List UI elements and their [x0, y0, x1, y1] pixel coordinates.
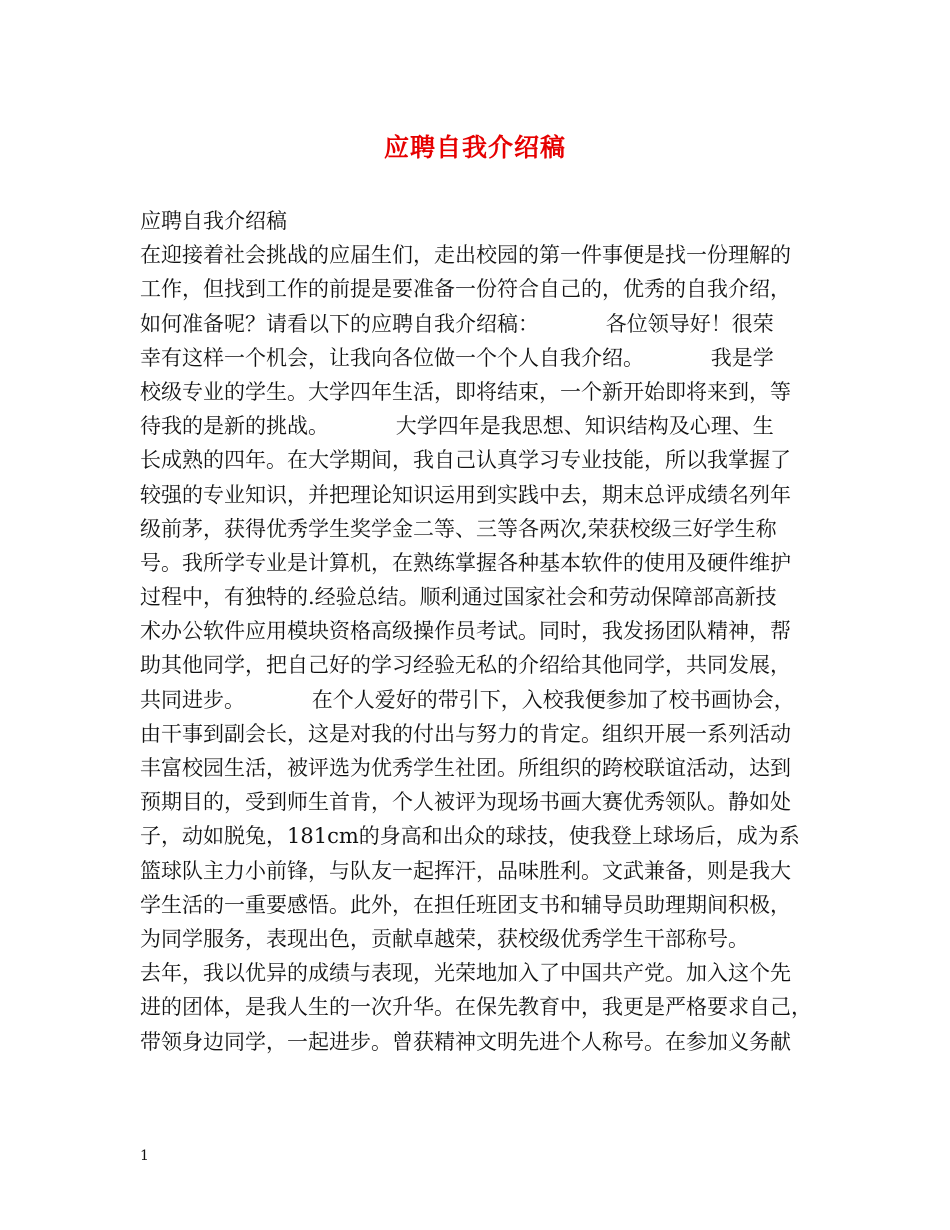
text-line: 工作，但找到工作的前提是要准备一份符合自己的，优秀的自我介绍， [140, 277, 791, 302]
page-title: 应聘自我介绍稿 [383, 133, 566, 162]
text-line: 丰富校园生活，被评选为优秀学生社团。所组织的跨校联谊活动，达到 [140, 756, 791, 780]
text-line: 长成熟的四年。在大学期间，我自己认真学习专业技能，所以我掌握了 [140, 448, 791, 473]
text-line: 由干事到副会长，这是对我的付出与努力的肯定。组织开展一系列活动 [140, 721, 791, 746]
text-line: 学生活的一重要感悟。此外，在担任班团支书和辅导员助理期间积极， [140, 892, 791, 917]
document-body [140, 204, 820, 1059]
text-line: 助其他同学，把自己好的学习经验无私的介绍给其他同学，共同发展， [140, 653, 791, 678]
text-line: 级前茅，获得优秀学生奖学金二等、三等各两次,荣获校级三好学生称 [140, 516, 777, 541]
text-line: 待我的是新的挑战。 大学四年是我思想、知识结构及心理、生 [140, 414, 774, 439]
text-line: 号。我所学专业是计算机，在熟练掌握各种基本软件的使用及硬件维护 [140, 550, 791, 575]
page-number: 1 [140, 1148, 149, 1164]
text-line: 去年，我以优异的成绩与表现，光荣地加入了中国共产党。加入这个先 [140, 961, 791, 986]
text-line: 带领身边同学，一起进步。曾获精神文明先进个人称号。在参加义务献 [140, 1029, 791, 1054]
text-line: 过程中，有独特的.经验总结。顺利通过国家社会和劳动保障部高新技 [140, 585, 777, 610]
text-line: 进的团体，是我人生的一次升华。在保先教育中，我更是严格要求自己， [140, 995, 812, 1020]
text-line: 如何准备呢？请看以下的应聘自我介绍稿： 各位领导好！很荣 [140, 311, 774, 336]
text-line: 子，动如脱兔，181cm的身高和出众的球技，使我登上球场后，成为系 [140, 824, 800, 849]
text-line: 篮球队主力小前锋，与队友一起挥汗，品味胜利。文武兼备，则是我大 [140, 858, 791, 883]
text-line: 在迎接着社会挑战的应届生们，走出校园的第一件事便是找一份理解的 [140, 243, 791, 268]
text-line: 术办公软件应用模块资格高级操作员考试。同时，我发扬团队精神，帮 [140, 619, 791, 644]
text-line: 为同学服务，表现出色，贡献卓越荣，获校级优秀学生干部称号。 [140, 926, 749, 951]
text-line: 幸有这样一个机会，让我向各位做一个个人自我介绍。 我是学 [140, 345, 774, 370]
text-line: 校级专业的学生。大学四年生活，即将结束，一个新开始即将来到，等 [140, 379, 791, 404]
text-line: 共同进步。 在个人爱好的带引下，入校我便参加了校书画协会， [140, 687, 795, 712]
text-line: 预期目的，受到师生首肯，个人被评为现场书画大赛优秀领队。静如处 [140, 790, 791, 815]
text-line: 较强的专业知识，并把理论知识运用到实践中去，期末总评成绩名列年 [140, 482, 791, 507]
text-line: 应聘自我介绍稿 [140, 209, 287, 233]
